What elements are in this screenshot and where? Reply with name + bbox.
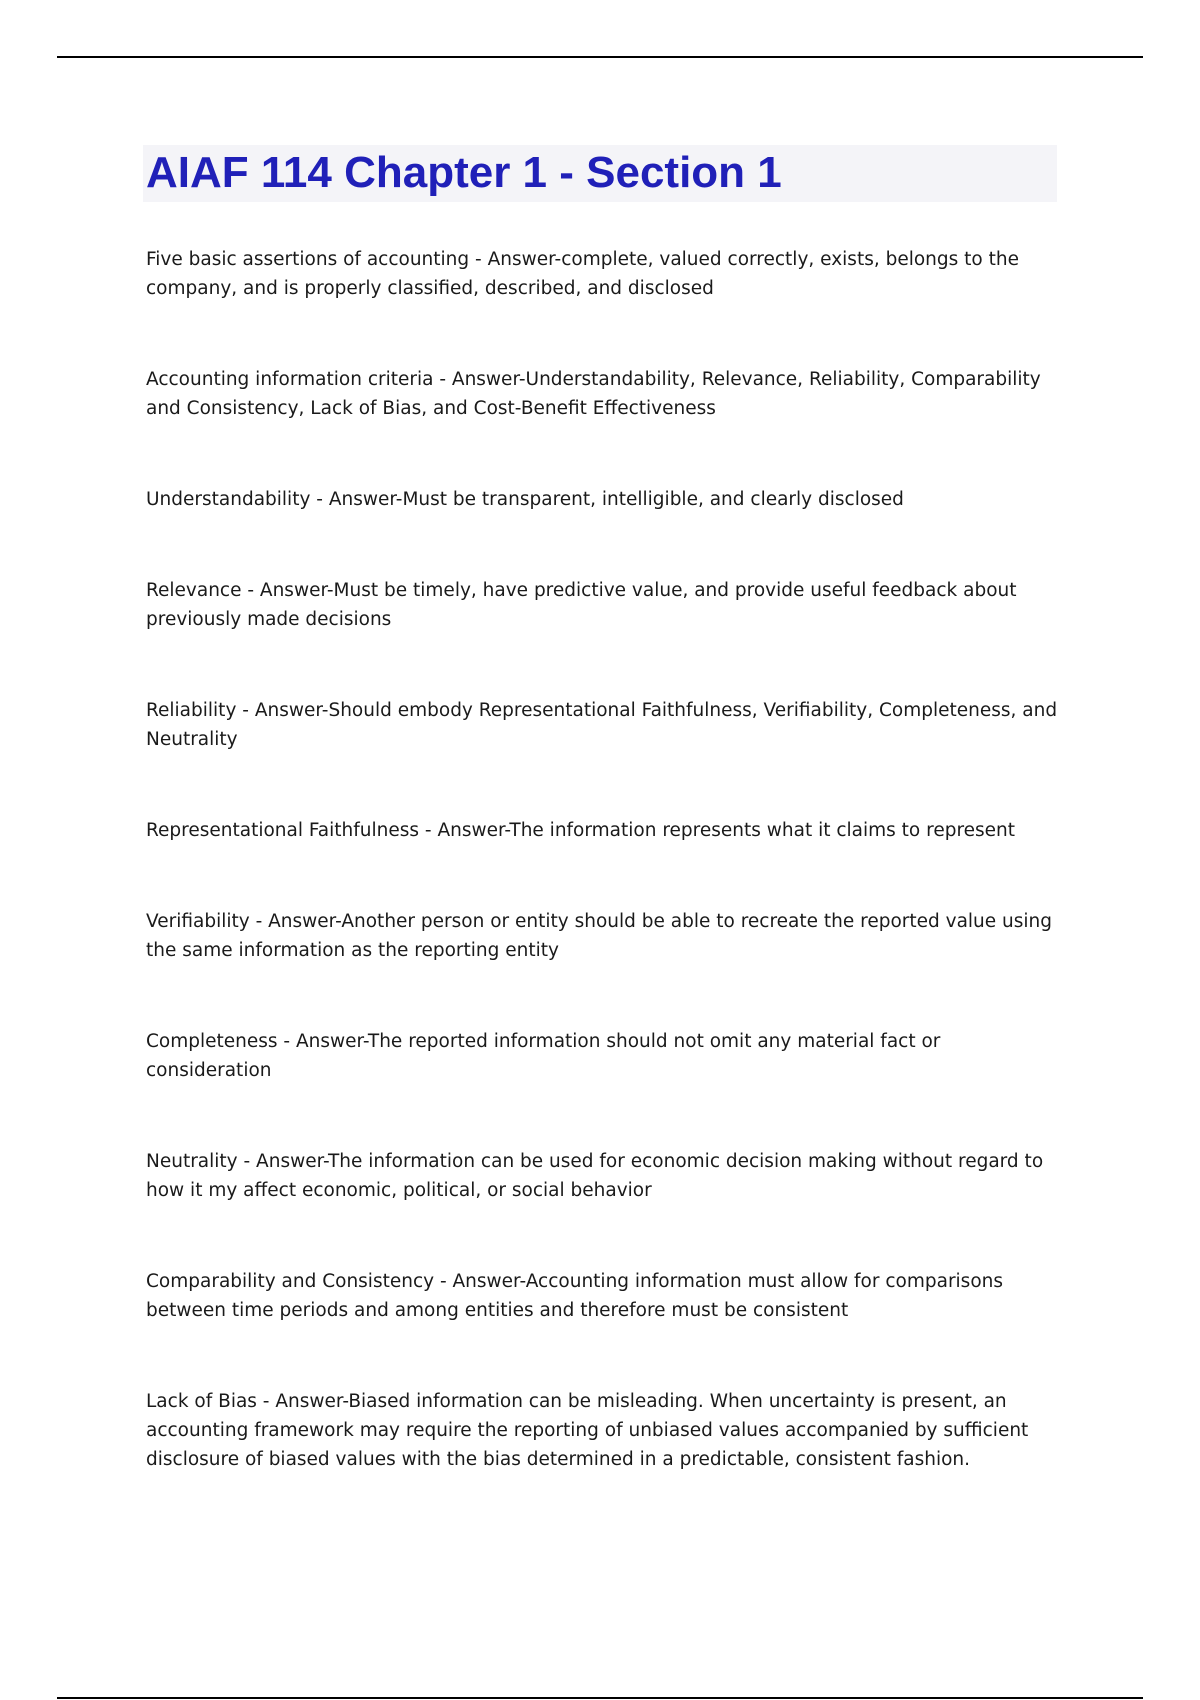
entry-reliability: Reliability - Answer-Should embody Representational Faithfulness, Verifiability, Completeness, and Neutrality [146,700,1058,750]
entry-completeness: Completeness - Answer-The reported information should not omit any material fact or consideration [146,1031,941,1081]
entry-verifiability: Verifiability - Answer-Another person or entity should be able to recreate the reported value using the same information as the reporting entity [146,911,1053,961]
bottom-divider [57,1697,1143,1699]
entry-five-basic-assertions: Five basic assertions of accounting - Answer-complete, valued correctly, exists, belongs to the company, and is properly classified, described, and disclosed [146,249,1019,299]
page-title: AIAF 114 Chapter 1 - Section 1 [146,148,782,197]
entry-representational-faithfulness: Representational Faithfulness - Answer-The information represents what it claims to represent [146,820,1016,841]
top-divider [57,56,1143,58]
entry-lack-of-bias: Lack of Bias - Answer-Biased information can be misleading. When uncertainty is present, an accounting framework may require the reporting of unbiased values accompanied by sufficient disclosure of biased values with the bias determined in a predictable, consistent fashion. [146,1391,1029,1470]
entry-neutrality: Neutrality - Answer-The information can be used for economic decision making without regard to how it my affect economic, political, or social behavior [146,1151,1044,1201]
entry-relevance: Relevance - Answer-Must be timely, have predictive value, and provide useful feedback about previously made decisions [146,580,1017,630]
entry-understandability: Understandability - Answer-Must be transparent, intelligible, and clearly disclosed [146,489,904,510]
entry-comparability-consistency: Comparability and Consistency - Answer-Accounting information must allow for comparisons between time periods and among entities and therefore must be consistent [146,1271,1004,1321]
entry-accounting-information-criteria: Accounting information criteria - Answer-Understandability, Relevance, Reliability, Comparability and Consistency, Lack of Bias, and Cost-Benefit Effectiveness [146,369,1041,419]
flashcard-list [146,245,1066,1536]
